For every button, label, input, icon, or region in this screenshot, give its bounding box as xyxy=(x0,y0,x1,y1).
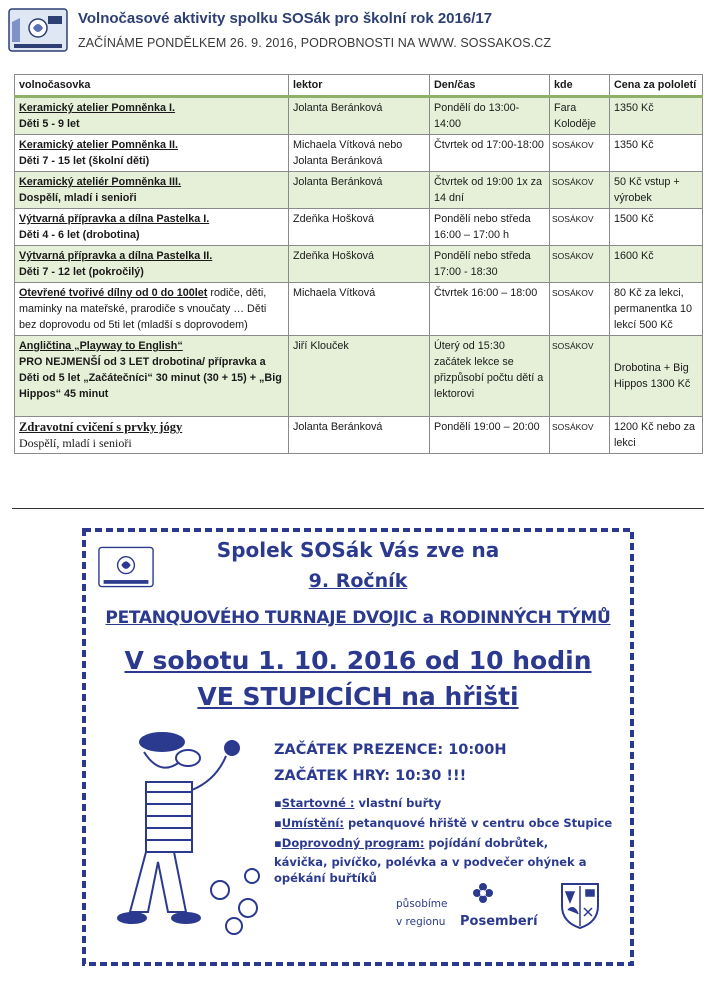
petanque-poster xyxy=(78,524,638,970)
activity-cell xyxy=(15,283,289,336)
table-row xyxy=(15,209,703,246)
place-cell: SOSÁKOV xyxy=(550,135,610,172)
activity-name: Angličtina „Playway to English“ xyxy=(19,340,183,352)
table-header-row xyxy=(15,75,703,97)
time-cell: Pondělí do 13:00-14:00 xyxy=(430,97,550,135)
activity-detail: PRO NEJMENŠÍ od 3 LET drobotina/ přípravka a Děti od 5 let „Začátečníci“ 30 minut (30 + 15) + „Big Hippos“ 45 minut xyxy=(19,356,282,400)
game-start: ZAČÁTEK HRY: 10:30 !!! xyxy=(274,768,467,784)
petanque-player-illustration xyxy=(102,720,282,940)
time-cell: Pondělí 19:00 – 20:00 xyxy=(430,417,550,454)
lektor-cell: Jolanta Beránková xyxy=(289,417,430,454)
place-cell: SOSÁKOV xyxy=(550,283,610,336)
activity-name: Výtvarná přípravka a dílna Pastelka II. xyxy=(19,250,213,262)
col-header: Cena za pololetí xyxy=(610,75,703,97)
activity-name: Výtvarná přípravka a dílna Pastelka I. xyxy=(19,213,210,225)
lektor-cell: Zdeňka Hošková xyxy=(289,246,430,283)
lektor-cell: Jiří Klouček xyxy=(289,336,430,417)
price-cell: Drobotina + Big Hippos 1300 Kč xyxy=(610,336,703,417)
time-cell: Pondělí nebo středa 16:00 – 17:00 h xyxy=(430,209,550,246)
activity-cell xyxy=(15,135,289,172)
activity-name: Keramický atelier Pomněnka II. xyxy=(19,139,179,151)
place-cell: SOSÁKOV xyxy=(550,209,610,246)
lektor-cell: Zdeňka Hošková xyxy=(289,209,430,246)
place-cell: SOSÁKOV xyxy=(550,417,610,454)
table-row xyxy=(15,417,703,454)
lektor-cell: Michaela Vítková nebo Jolanta Beránková xyxy=(289,135,430,172)
table-row xyxy=(15,246,703,283)
entry-fee: ▪Startovné : vlastní buřty xyxy=(274,796,442,810)
poster-line-tournament: PETANQUOVÉHO TURNAJE DVOJIC a RODINNÝCH TÝMŮ xyxy=(105,608,611,628)
price-cell: 50 Kč vstup + výrobek xyxy=(610,172,703,209)
region-text-1: působíme xyxy=(396,898,448,910)
activity-cell xyxy=(15,172,289,209)
price-cell: 1500 Kč xyxy=(610,209,703,246)
activity-detail: Děti 7 - 12 let (pokročilý) xyxy=(19,266,144,278)
time-cell: Čtvrtek od 17:00-18:00 xyxy=(430,135,550,172)
sosak-logo xyxy=(8,8,68,52)
col-header: kde xyxy=(550,75,610,97)
activity-cell xyxy=(15,97,289,135)
program: ▪Doprovodný program: pojídání dobrůtek, xyxy=(274,836,549,850)
activity-name: Keramický atelier Pomněnka I. xyxy=(19,102,176,114)
price-cell: 1600 Kč xyxy=(610,246,703,283)
time-cell: Čtvrtek od 19:00 1x za 14 dní xyxy=(430,172,550,209)
col-header: lektor xyxy=(289,75,430,97)
activities-table xyxy=(14,74,702,454)
col-header: Den/čas xyxy=(430,75,550,97)
flower-icon xyxy=(472,882,494,904)
page-subtitle: ZAČÍNÁME PONDĚLKEM 26. 9. 2016, PODROBNOSTI NA WWW. SOSSAKOS.CZ xyxy=(78,36,552,50)
activity-cell xyxy=(15,417,289,454)
lektor-cell: Jolanta Beránková xyxy=(289,172,430,209)
activity-cell xyxy=(15,336,289,417)
place-cell: SOSÁKOV xyxy=(550,336,610,417)
page-title: Volnočasové aktivity spolku SOSák pro školní rok 2016/17 xyxy=(78,10,493,27)
price-cell: 1350 Kč xyxy=(610,97,703,135)
activity-detail: Děti 5 - 9 let xyxy=(19,118,80,130)
table-row xyxy=(15,336,703,417)
region-text-2: v regionu xyxy=(396,916,446,928)
activity-detail: Dospělí, mladí i senioři xyxy=(19,436,132,450)
activity-cell xyxy=(15,246,289,283)
poster-line-date: V sobotu 1. 10. 2016 od 10 hodin xyxy=(124,646,592,675)
place-cell: SOSÁKOV xyxy=(550,172,610,209)
activity-detail: Děti 4 - 6 let (drobotina) xyxy=(19,229,140,241)
poster-line-place: VE STUPICÍCH na hřišti xyxy=(197,682,519,711)
section-divider xyxy=(12,508,704,509)
activity-name: Zdravotní cvičení s prvky jógy xyxy=(19,420,183,434)
col-header: volnočasovka xyxy=(15,75,289,97)
lektor-cell: Michaela Vítková xyxy=(289,283,430,336)
poster-line-year: 9. Ročník xyxy=(308,570,408,592)
price-cell: 1350 Kč xyxy=(610,135,703,172)
table-row xyxy=(15,283,703,336)
activity-detail: rodiče, děti, maminky na mateřské, prarodiče s vnoučaty … Děti bez doprovodu od 5ti let (mladší s doprovodem) xyxy=(19,287,267,331)
time-cell: Čtvrtek 16:00 – 18:00 xyxy=(430,283,550,336)
activity-detail: Děti 7 - 15 let (školní děti) xyxy=(19,155,150,167)
price-cell: 80 Kč za lekci, permanentka 10 lekcí 500 Kč xyxy=(610,283,703,336)
poster-line-invite: Spolek SOSák Vás zve na xyxy=(216,538,500,562)
region-text-3: Posemberí xyxy=(460,914,538,929)
activity-detail: Dospělí, mladí i senioři xyxy=(19,192,137,204)
place-cell: SOSÁKOV xyxy=(550,246,610,283)
registration-start: ZAČÁTEK PREZENCE: 10:00H xyxy=(274,742,507,758)
program-details: kávička, pivíčko, polévka a v podvečer ohýnek a opékání buřtíků xyxy=(274,855,587,885)
table-row xyxy=(15,172,703,209)
activity-cell xyxy=(15,209,289,246)
location: ▪Umístění: petanquové hřiště v centru obce Stupice xyxy=(274,816,613,830)
coat-of-arms-icon xyxy=(560,882,600,930)
price-cell: 1200 Kč nebo za lekci xyxy=(610,417,703,454)
time-cell: Úterý od 15:30 začátek lekce se přizpůsobí počtu dětí a lektorovi xyxy=(430,336,550,417)
lektor-cell: Jolanta Beránková xyxy=(289,97,430,135)
activity-name: Otevřené tvořivé dílny od 0 do 100let xyxy=(19,287,208,299)
table-row xyxy=(15,97,703,135)
activity-name: Keramický ateliér Pomněnka III. xyxy=(19,176,182,188)
place-cell: Fara Koloděje xyxy=(550,97,610,135)
table-row xyxy=(15,135,703,172)
time-cell: Pondělí nebo středa 17:00 - 18:30 xyxy=(430,246,550,283)
header xyxy=(0,0,716,60)
